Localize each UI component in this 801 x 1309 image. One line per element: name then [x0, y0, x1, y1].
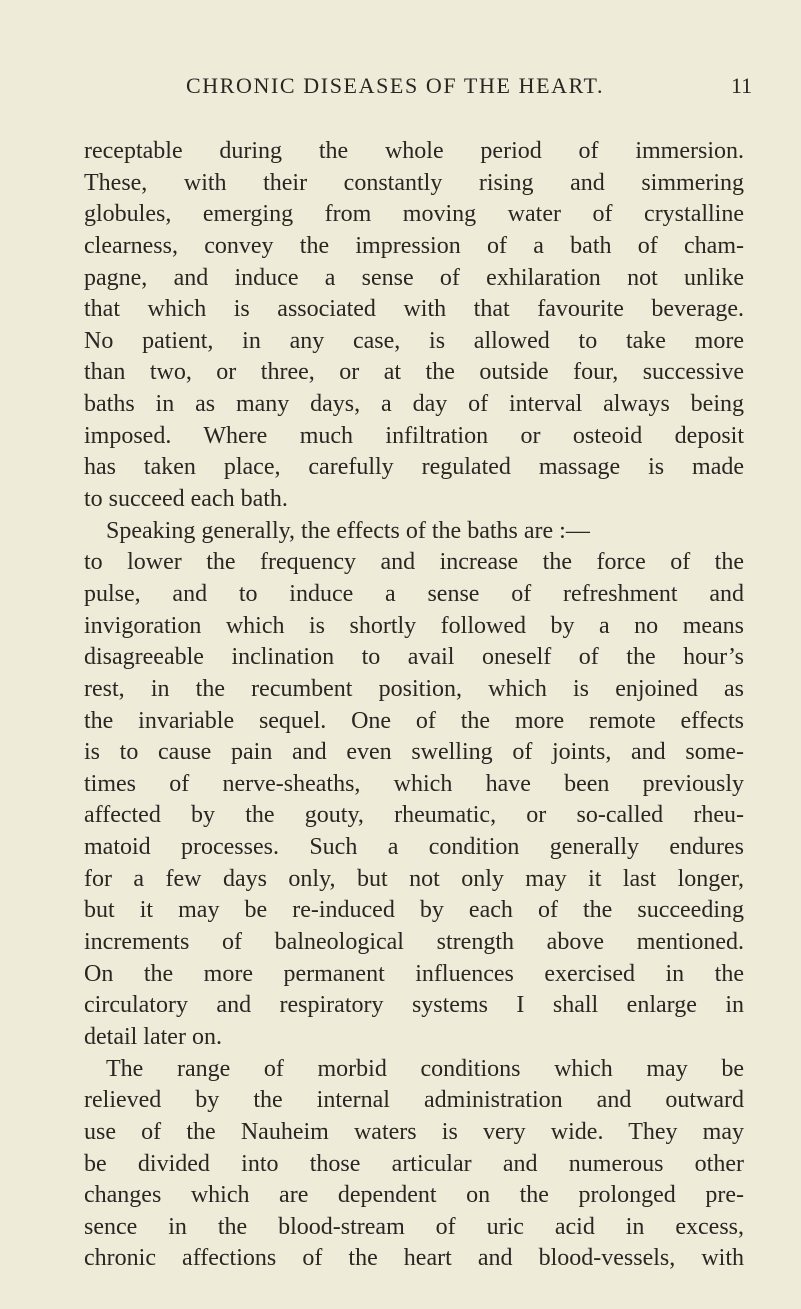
text-line: disagreeable inclination to avail oneself of the hour’s — [84, 644, 744, 671]
text-line: for a few days only, but not only may it last longer, — [84, 865, 744, 892]
text-line: On the more permanent influences exercised in the — [84, 960, 744, 987]
text-line: the invariable sequel. One of the more remote effects — [84, 707, 744, 734]
text-line: rest, in the recumbent position, which is enjoined as — [84, 675, 744, 702]
text-line: clearness, convey the impression of a bath of cham- — [84, 232, 744, 259]
text-line: times of nerve-sheaths, which have been previously — [84, 770, 744, 797]
text-line: pulse, and to induce a sense of refreshment and — [84, 580, 744, 607]
text-line: has taken place, carefully regulated massage is made — [84, 454, 744, 481]
text-line: chronic affections of the heart and blood-vessels, with — [84, 1245, 744, 1272]
text-line: The range of morbid conditions which may be — [106, 1055, 744, 1082]
text-line: sence in the blood-stream of uric acid in excess, — [84, 1213, 744, 1240]
body-text — [84, 136, 744, 1275]
text-line: than two, or three, or at the outside four, successive — [84, 359, 744, 386]
text-line: detail later on. — [84, 1023, 222, 1050]
text-line: circulatory and respiratory systems I shall enlarge in — [84, 992, 744, 1019]
text-line: relieved by the internal administration and outward — [84, 1087, 744, 1114]
text-line: that which is associated with that favourite beverage. — [84, 296, 744, 323]
text-line: matoid processes. Such a condition generally endures — [84, 834, 744, 861]
text-line: imposed. Where much infiltration or osteoid deposit — [84, 422, 744, 449]
text-line: baths in as many days, a day of interval always being — [84, 391, 744, 418]
text-line: receptable during the whole period of immersion. — [84, 138, 744, 164]
text-line: use of the Nauheim waters is very wide. They may — [84, 1118, 744, 1145]
text-line: to lower the frequency and increase the force of the — [84, 549, 744, 576]
text-line: globules, emerging from moving water of crystalline — [84, 201, 744, 228]
text-line: These, with their constantly rising and simmering — [84, 169, 744, 196]
text-line: to succeed each bath. — [84, 486, 288, 513]
text-line: No patient, in any case, is allowed to take more — [84, 327, 744, 354]
page-header — [0, 73, 801, 113]
text-line: is to cause pain and even swelling of joints, and some- — [84, 739, 744, 766]
text-line: but it may be re-induced by each of the succeeding — [84, 897, 744, 924]
text-line: pagne, and induce a sense of exhilaration not unlike — [84, 264, 744, 291]
text-line: invigoration which is shortly followed by a no means — [84, 612, 744, 639]
text-line: affected by the gouty, rheumatic, or so-called rheu- — [84, 802, 744, 829]
text-line: Speaking generally, the effects of the baths are :— — [106, 517, 590, 544]
text-line: increments of balneological strength above mentioned. — [84, 929, 744, 956]
running-head: CHRONIC DISEASES OF THE HEART. — [186, 73, 605, 98]
text-line: changes which are dependent on the prolonged pre- — [84, 1182, 744, 1209]
text-line: be divided into those articular and numerous other — [84, 1150, 744, 1177]
page-number: 11 — [731, 73, 753, 98]
